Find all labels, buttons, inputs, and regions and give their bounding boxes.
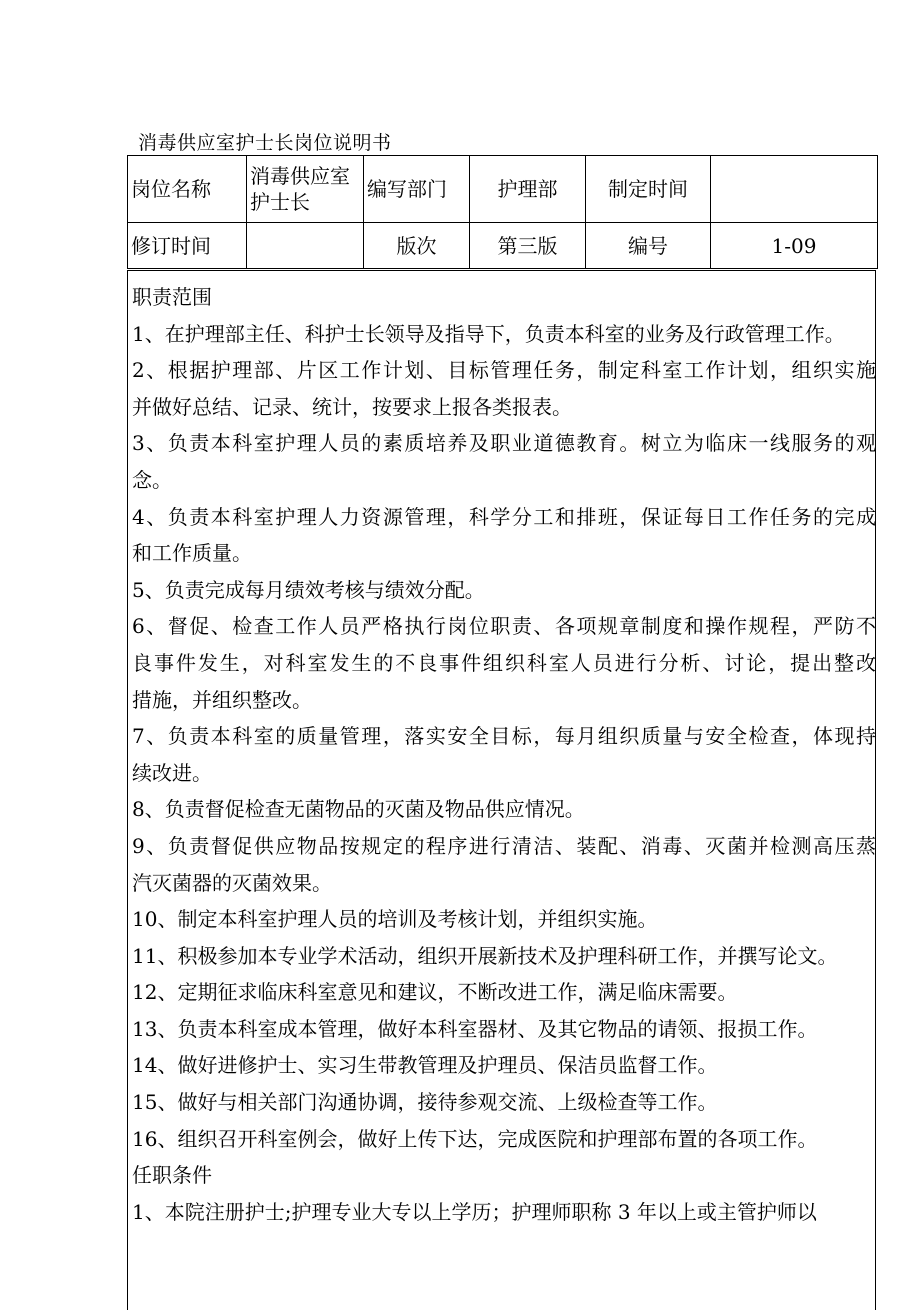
label-revision-date: 修订时间 bbox=[128, 223, 247, 269]
duty-item-1 bbox=[132, 316, 876, 353]
duty-item-3 bbox=[132, 425, 876, 498]
revision-date-value bbox=[247, 223, 364, 269]
duty-item-6 bbox=[132, 608, 876, 718]
writing-dept-value: 护理部 bbox=[470, 156, 586, 223]
duty-line: 和工作质量。 bbox=[132, 541, 252, 566]
duty-line: 5、负责完成每月绩效考核与绩效分配。 bbox=[132, 577, 485, 602]
duty-item-4 bbox=[132, 499, 876, 572]
duty-line: 良事件发生，对科室发生的不良事件组织科室人员进行分析、讨论，提出整改 bbox=[132, 650, 876, 675]
duty-line: 11、积极参加本专业学术活动，组织开展新技术及护理科研工作，并撰写论文。 bbox=[132, 943, 838, 968]
duty-line: 念。 bbox=[132, 467, 172, 492]
duty-item-11 bbox=[132, 938, 876, 975]
made-date-value bbox=[711, 156, 878, 223]
duty-line: 16、组织召开科室例会，做好上传下达，完成医院和护理部布置的各项工作。 bbox=[132, 1126, 818, 1151]
duty-line: 续改进。 bbox=[132, 760, 212, 785]
qualification-item-1 bbox=[132, 1194, 876, 1231]
info-row-1 bbox=[128, 156, 878, 223]
duties-heading: 职责范围 bbox=[132, 285, 212, 309]
duty-line: 10、制定本科室护理人员的培训及考核计划，并组织实施。 bbox=[132, 907, 658, 932]
info-row-2 bbox=[128, 223, 878, 269]
duty-line: 14、做好进修护士、实习生带教管理及护理员、保洁员监督工作。 bbox=[132, 1053, 718, 1078]
description-content bbox=[132, 279, 876, 1230]
duty-item-8 bbox=[132, 791, 876, 828]
duty-line: 1、在护理部主任、科护士长领导及指导下，负责本科室的业务及行政管理工作。 bbox=[132, 321, 845, 346]
qualifications-heading: 任职条件 bbox=[132, 1163, 212, 1188]
document-title: 消毒供应室护士长岗位说明书 bbox=[138, 132, 392, 154]
duty-line: 并做好总结、记录、统计，按要求上报各类报表。 bbox=[132, 394, 572, 419]
label-version: 版次 bbox=[364, 223, 470, 269]
position-name-value: 消毒供应室护士长 bbox=[247, 156, 364, 223]
duty-item-9 bbox=[132, 828, 876, 901]
duty-line: 8、负责督促检查无菌物品的灭菌及物品供应情况。 bbox=[132, 797, 585, 822]
duty-item-16 bbox=[132, 1121, 876, 1158]
duty-line: 3、负责本科室护理人员的素质培养及职业道德教育。树立为临床一线服务的观 bbox=[132, 431, 876, 456]
duty-item-7 bbox=[132, 718, 876, 791]
description-box bbox=[127, 270, 876, 1310]
duty-item-12 bbox=[132, 974, 876, 1011]
duty-line: 2、根据护理部、片区工作计划、目标管理任务，制定科室工作计划，组织实施 bbox=[132, 358, 876, 383]
info-table bbox=[127, 155, 878, 269]
duty-item-5 bbox=[132, 572, 876, 609]
duty-line: 9、负责督促供应物品按规定的程序进行清洁、装配、消毒、灭菌并检测高压蒸 bbox=[132, 833, 876, 858]
label-made-date: 制定时间 bbox=[586, 156, 711, 223]
duty-item-13 bbox=[132, 1011, 876, 1048]
number-value: 1-09 bbox=[711, 223, 878, 269]
duty-line: 4、负责本科室护理人力资源管理，科学分工和排班，保证每日工作任务的完成 bbox=[132, 504, 876, 529]
duty-line: 6、督促、检查工作人员严格执行岗位职责、各项规章制度和操作规程，严防不 bbox=[132, 614, 876, 639]
version-value: 第三版 bbox=[470, 223, 586, 269]
duty-item-2 bbox=[132, 352, 876, 425]
duty-line: 15、做好与相关部门沟通协调，接待参观交流、上级检查等工作。 bbox=[132, 1090, 718, 1115]
duty-line: 7、负责本科室的质量管理，落实安全目标，每月组织质量与安全检查，体现持 bbox=[132, 724, 876, 749]
label-writing-dept: 编写部门 bbox=[364, 156, 470, 223]
duty-line: 12、定期征求临床科室意见和建议，不断改进工作，满足临床需要。 bbox=[132, 980, 738, 1005]
duty-item-15 bbox=[132, 1084, 876, 1121]
duty-item-10 bbox=[132, 901, 876, 938]
label-number: 编号 bbox=[586, 223, 711, 269]
label-position-name: 岗位名称 bbox=[128, 156, 247, 223]
duty-item-14 bbox=[132, 1047, 876, 1084]
duty-line: 13、负责本科室成本管理，做好本科室器材、及其它物品的请领、报损工作。 bbox=[132, 1016, 818, 1041]
qualification-line: 1、本院注册护士;护理专业大专以上学历；护理师职称 3 年以上或主管护师以 bbox=[132, 1199, 817, 1224]
duty-line: 措施，并组织整改。 bbox=[132, 687, 312, 712]
duty-line: 汽灭菌器的灭菌效果。 bbox=[132, 870, 332, 895]
